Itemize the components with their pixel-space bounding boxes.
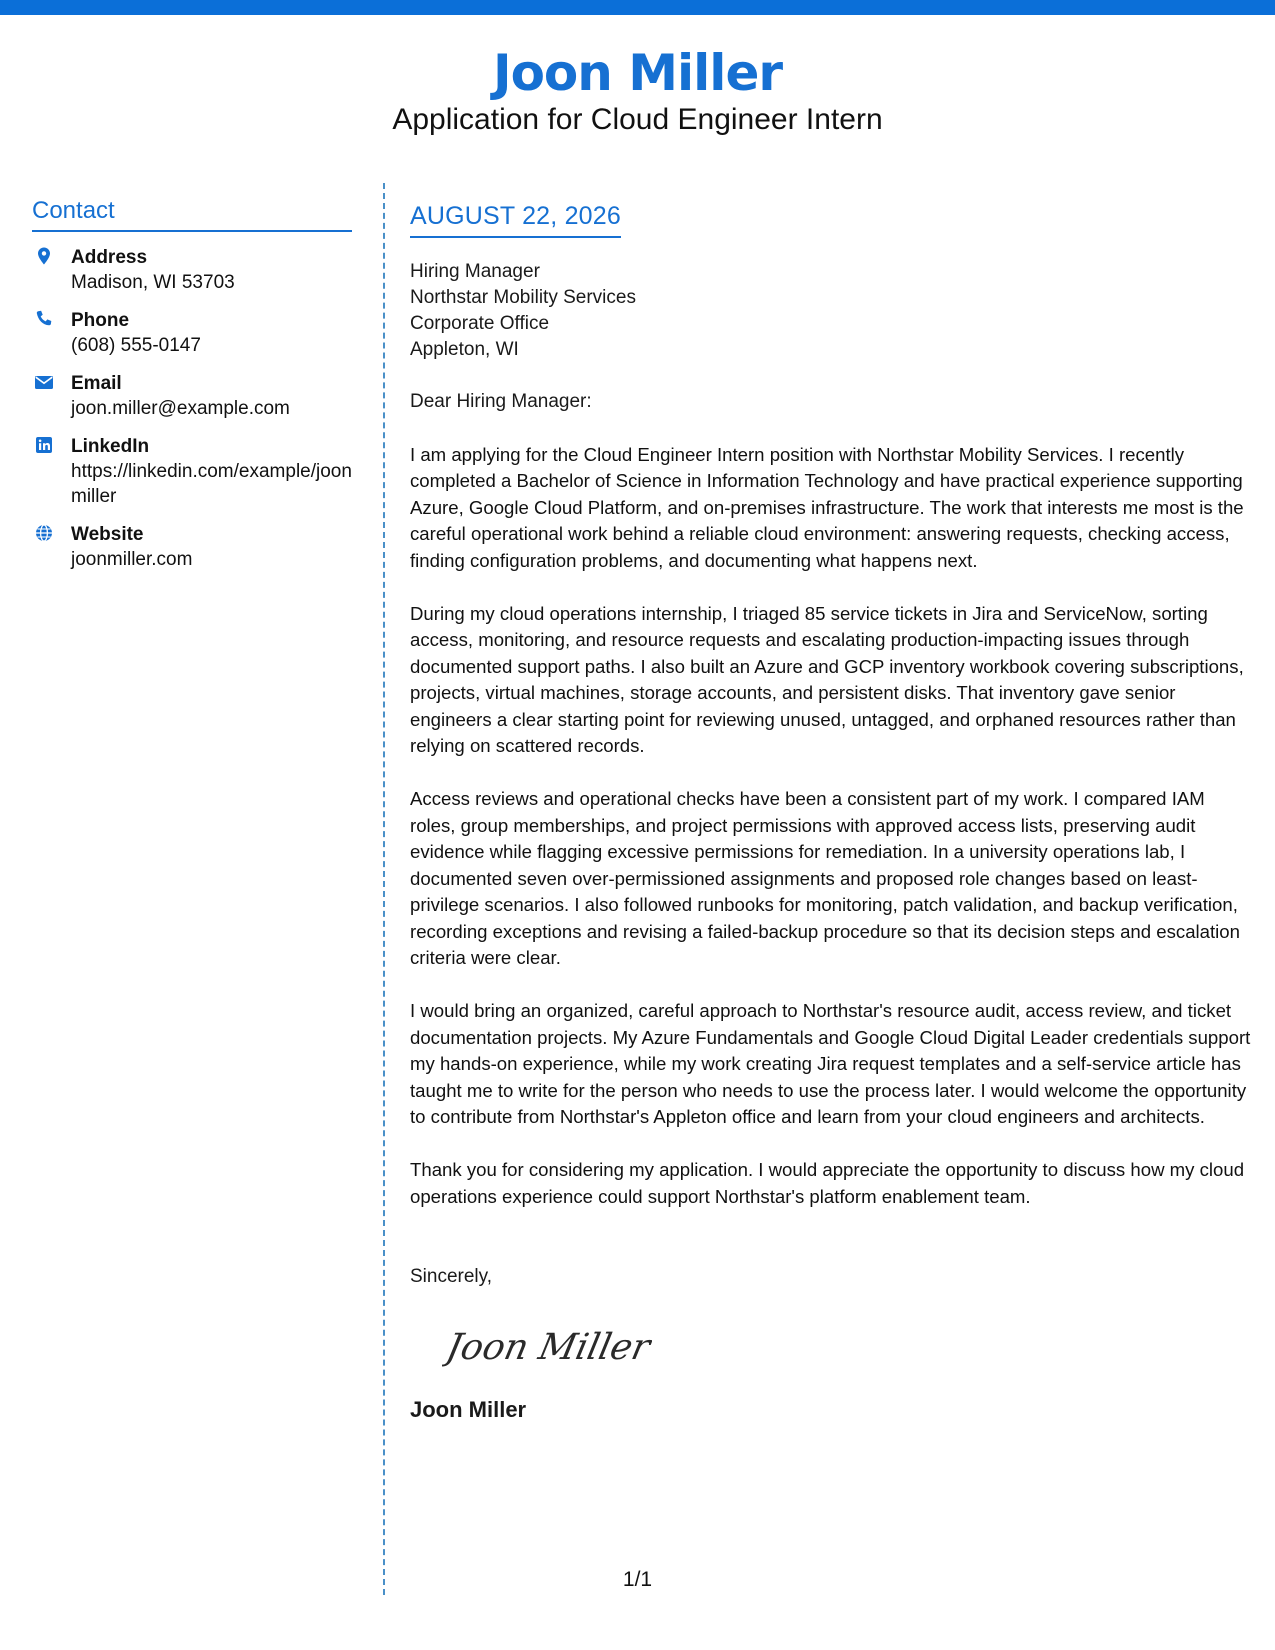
signature-text: Joon Miller xyxy=(442,1325,652,1369)
letter-date: AUGUST 22, 2026 xyxy=(410,200,621,238)
recipient-line: Northstar Mobility Services xyxy=(410,287,636,308)
letter-body xyxy=(410,200,1255,1424)
contact-sidebar xyxy=(32,194,352,572)
contact-value: joonmiller.com xyxy=(71,549,193,570)
letter-paragraph: Thank you for considering my application. I would appreciate the opportunity to discuss how my cloud operations experience could support Northstar's platform enablement team. xyxy=(410,1159,1245,1207)
linkedin-icon xyxy=(34,435,54,455)
contact-value: (608) 555-0147 xyxy=(71,335,201,356)
application-subtitle: Application for Cloud Engineer Intern xyxy=(392,103,883,136)
contact-value: Madison, WI 53703 xyxy=(71,272,235,293)
contact-label: Address xyxy=(71,247,148,268)
map-pin-icon xyxy=(34,246,54,266)
contact-website xyxy=(32,522,352,572)
signer-name: Joon Miller xyxy=(410,1397,527,1423)
letter-paragraph: I would bring an organized, careful approach to Northstar's resource audit, access review, and ticket documentation projects. My Azure Fundamentals and Google Cloud Digital Leader credentials support my hands-on experience, while my work creating Jira request templates and a self-service article has taught me to write for the person who needs to use the process later. I would welcome the opportunity to contribute from Northstar's Appleton office and learn from your cloud engineers and architects. xyxy=(410,1000,1251,1127)
contact-label: Phone xyxy=(71,310,130,331)
letter-paragraph: I am applying for the Cloud Engineer Intern position with Northstar Mobility Services. I recently completed a Bachelor of Science in Information Technology and have practical experience supporting Azure, Google Cloud Platform, and on-premises infrastructure. The work that interests me most is the careful operational work behind a reliable cloud environment: answering requests, checking access, finding configuration problems, and documenting what happens next. xyxy=(410,444,1244,571)
column-divider xyxy=(383,183,385,1595)
phone-icon xyxy=(34,309,54,329)
salutation: Dear Hiring Manager: xyxy=(410,391,592,412)
recipient-line: Appleton, WI xyxy=(410,339,519,360)
contact-email xyxy=(32,371,352,421)
contact-address xyxy=(32,245,352,295)
letter-paragraph: Access reviews and operational checks have been a consistent part of my work. I compared IAM roles, group memberships, and project permissions with approved access lists, preserving audit evidence while flagging excessive permissions for remediation. In a university operations lab, I documented seven over-permissioned assignments and proposed role changes based on least-privilege scenarios. I also followed runbooks for monitoring, patch validation, and backup verification, recording exceptions and revising a failed-backup procedure so that its decision steps and escalation criteria were clear. xyxy=(410,788,1240,968)
contact-value: https://linkedin.com/example/joonmiller xyxy=(71,461,352,507)
email-icon xyxy=(34,372,54,392)
contact-phone xyxy=(32,308,352,358)
contact-label: Website xyxy=(71,524,144,545)
contact-label: LinkedIn xyxy=(71,436,150,457)
recipient-block xyxy=(410,259,1255,363)
top-accent-bar xyxy=(0,0,1275,15)
closing: Sincerely, xyxy=(410,1266,493,1288)
contact-heading: Contact xyxy=(32,194,352,232)
applicant-name: Joon Miller xyxy=(492,44,783,102)
globe-icon xyxy=(34,523,54,543)
recipient-line: Corporate Office xyxy=(410,313,550,334)
page-number: 1/1 xyxy=(622,1568,653,1591)
letter-paragraph: During my cloud operations internship, I triaged 85 service tickets in Jira and ServiceNow, sorting access, monitoring, and resource requests and escalating production-impacting issues through documented support paths. I also built an Azure and GCP inventory workbook covering subscriptions, projects, virtual machines, storage accounts, and persistent disks. That inventory gave senior engineers a clear starting point for reviewing unused, untagged, and orphaned resources rather than relying on scattered records. xyxy=(410,603,1244,757)
signature-image xyxy=(442,1315,652,1377)
recipient-line: Hiring Manager xyxy=(410,261,540,282)
contact-value: joon.miller@example.com xyxy=(71,398,290,419)
contact-label: Email xyxy=(71,373,122,394)
contact-linkedin xyxy=(32,434,352,509)
